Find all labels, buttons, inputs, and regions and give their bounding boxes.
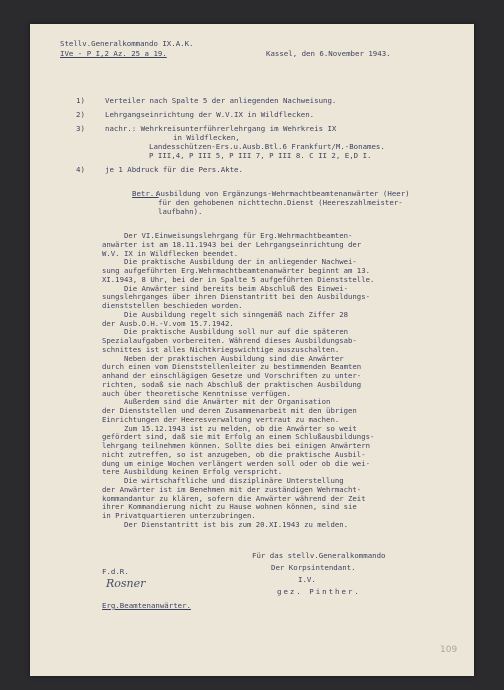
place-date: Kassel, den 6.November 1943.	[266, 49, 391, 58]
body-line: gefördert sind, daß sie mit Erfolg an einem Schlußausbildungs-	[102, 432, 375, 442]
body-line: Der Dienstantritt ist bis zum 20.XI.1943 zu melden.	[102, 519, 349, 529]
signature-line-1: Für das stellv.Generalkommando	[252, 551, 386, 560]
distribution-item-4-text: je 1 Abdruck für die Pers.Akte.	[105, 165, 243, 174]
body-line: Zum 15.12.1943 ist zu melden, ob die Anwärter so weit	[102, 423, 357, 433]
distribution-item-3-number: 3)	[76, 124, 85, 133]
body-line: sungslehrganges über ihren Dienstantritt bei den Ausbildungs-	[102, 292, 370, 302]
body-line: in Privatquartieren unterzubringen.	[102, 511, 256, 520]
distribution-item-3-text: nachr.: Wehrkreisunterführerlehrgang im Wehrkreis IX	[105, 124, 337, 133]
office-line-1: Stellv.Generalkommando IX.A.K.	[60, 39, 194, 48]
body-line: XI.1943, 8 Uhr, bei der in Spalte 5 aufgeführten Dienststelle.	[102, 274, 375, 284]
body-line: lehrgang teilnehmen können. Sollte dies bei einigen Anwärtern	[102, 441, 370, 450]
body-line: Einrichtungen der Heeresverwaltung vertraut zu machen.	[102, 414, 340, 424]
body-line: Neben der praktischen Ausbildung sind die Anwärter	[102, 353, 344, 363]
body-line: ihrer Kommandierung nicht zu Hause wohnen können, sind sie	[102, 502, 357, 512]
subject-text: Ausbildung von Ergänzungs-Wehrmachtbeamtenanwärter (Heer)	[156, 189, 410, 198]
body-line: Die praktische Ausbildung der in anliegender Nachwei-	[102, 257, 357, 267]
subject-text: für den gehobenen nichttechn.Dienst (Heereszahlmeister-	[158, 198, 403, 207]
body-line: W.V. IX in Wildflecken beendet.	[102, 248, 239, 258]
distribution-item-4-number: 4)	[76, 165, 85, 174]
distribution-item-2-number: 2)	[76, 110, 85, 119]
pencil-page-number: 109	[440, 645, 458, 655]
body-line: anwärter ist am 18.11.1943 bei der Lehrgangseinrichtung der	[102, 239, 362, 249]
body-line: der Ausb.O.H.-V.vom 15.7.1942.	[102, 318, 234, 328]
letter-body	[102, 232, 374, 530]
body-line: durch einen vom Dienststellenleiter zu bestimmenden Beamten	[102, 362, 362, 372]
distribution-item-3-text: in Wildflecken,	[173, 133, 240, 142]
body-line: nicht zutreffen, so ist anzugeben, ob die praktische Ausbil-	[102, 449, 366, 459]
signature-line-4: gez. Pinther.	[277, 587, 361, 596]
body-line: Die Ausbildung regelt sich sinngemäß nach Ziffer 28	[102, 309, 349, 319]
body-line: Die Anwärter sind bereits beim Abschluß des Einwei-	[102, 283, 349, 293]
body-line: tere Ausbildung keinen Erfolg verspricht.	[102, 467, 283, 477]
body-line: Die praktische Ausbildung soll nur auf die späteren	[102, 327, 349, 337]
body-line: Spezialaufgaben vorbereiten. Während dieses Ausbildungsab-	[102, 336, 357, 345]
signature-line-2: Der Korpsintendant.	[271, 563, 356, 572]
signature-line-3: I.V.	[298, 575, 316, 584]
body-line: auch über theoretische Kenntnisse verfügen.	[102, 388, 291, 398]
body-line: dienststellen beschieden worden.	[102, 301, 243, 310]
body-line: schnittes ist alles Nichtkriegswichtige auszuschalten.	[102, 344, 340, 354]
distribution-item-1-text: Verteiler nach Spalte 5 der anliegenden Nachweisung.	[105, 96, 337, 105]
body-line: richten, sodaß sie nach Abschluß der praktischen Ausbildung	[102, 379, 362, 389]
body-line: Die wirtschaftliche und disziplinäre Unterstellung	[102, 476, 344, 485]
body-line: dung um einige Wochen verlängert werden soll oder ob die wei-	[102, 458, 370, 468]
handwritten-signature: Rosner	[106, 577, 146, 590]
distribution-item-3-text: P III,4, P III 5, P III 7, P III 8. C II 2, E,D I.	[149, 151, 372, 160]
body-line: der Dienststellen und deren Zusammenarbeit mit den übrigen	[102, 406, 357, 415]
attestation-title: Erg.Beamtenanwärter.	[102, 601, 191, 610]
office-line-2: IVe - P I,2 Az. 25 a 19.	[60, 49, 167, 58]
distribution-item-3-text: Landesschützen-Ers.u.Ausb.Btl.6 Frankfurt/M.-Bonames.	[149, 142, 385, 151]
body-line: Der VI.Einweisungslehrgang für Erg.Wehrmachtbeamten-	[102, 231, 353, 240]
subject-label: Betr.:	[132, 189, 159, 198]
body-line: sung aufgeführten Erg.Wehrmachtbeamtenanwärter beginnt am 13.	[102, 266, 370, 275]
document-sheet	[30, 24, 474, 676]
body-line: der Anwärter ist im Benehmen mit der zuständigen Wehrmacht-	[102, 484, 362, 494]
body-line: anhand der einschlägigen Gesetze und Vorschriften zu unter-	[102, 371, 362, 380]
distribution-item-1-number: 1)	[76, 96, 85, 105]
body-line: kommandantur zu klären, sofern die Anwärter während der Zeit	[102, 493, 366, 503]
body-line: Außerdem sind die Anwärter mit der Organisation	[102, 397, 331, 407]
subject-text: laufbahn).	[158, 207, 203, 216]
fdr-label: F.d.R.	[102, 567, 129, 576]
distribution-item-2-text: Lehrgangseinrichtung der W.V.IX in Wildflecken.	[105, 110, 315, 119]
